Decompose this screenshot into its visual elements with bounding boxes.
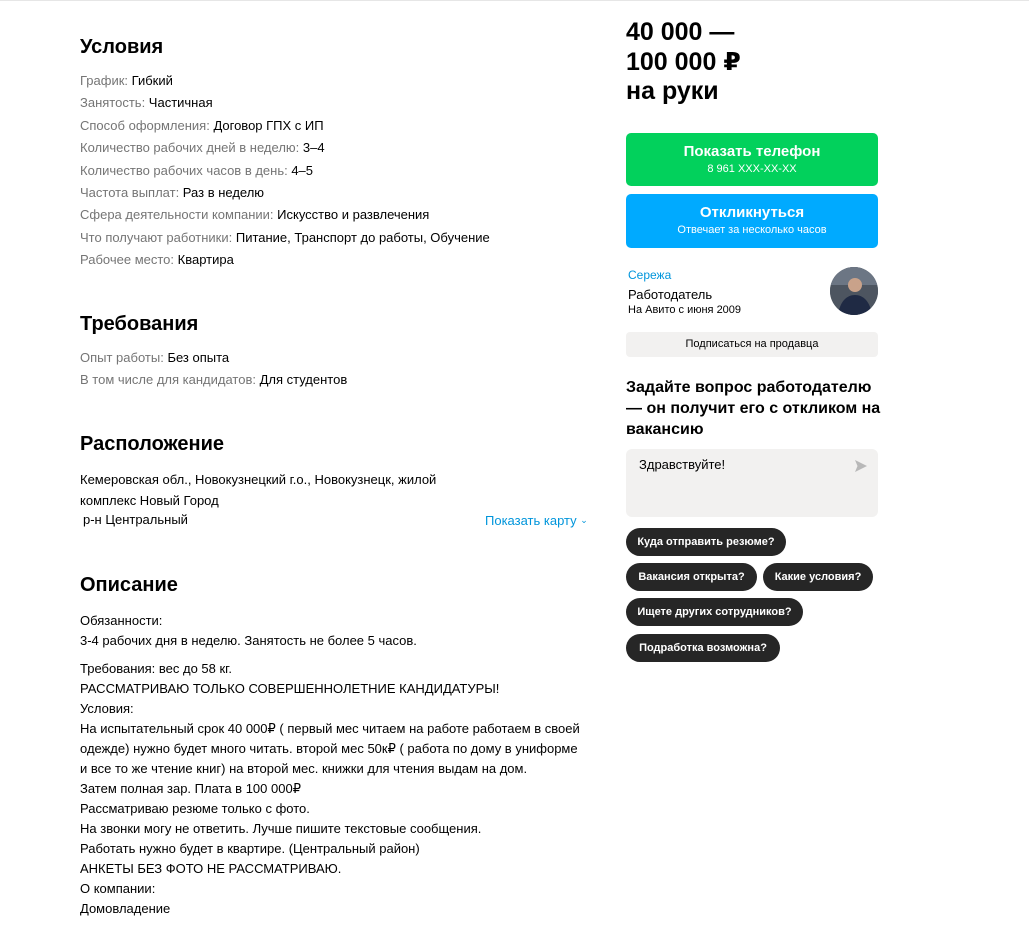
apply-button[interactable] [626,194,878,248]
district-text: р-н Центральный [83,512,188,527]
quick-question-chip[interactable]: Куда отправить резюме? [626,528,786,556]
param-label: Частота выплат: [80,184,183,200]
show-phone-button[interactable] [626,133,878,186]
send-arrow-icon[interactable] [854,459,868,473]
show-map-label: Показать карту [485,513,577,528]
quick-question-chip[interactable]: Подработка возможна? [626,634,780,662]
description-line: 3-4 рабочих дня в неделю. Занятость не более 5 часов. [80,633,417,648]
seller-avatar[interactable] [830,267,878,315]
param-row [80,137,600,159]
requirements-list [80,347,600,392]
top-divider [0,0,1029,1]
description-line: Условия: [80,701,134,716]
description-line: Затем полная зар. Плата в 100 000₽ [80,781,301,796]
description-line: АНКЕТЫ БЕЗ ФОТО НЕ РАССМАТРИВАЮ. [80,861,342,876]
person-icon [830,267,878,315]
show-phone-label: Показать телефон [683,143,821,160]
salary-line: 100 000 ₽ [626,47,741,76]
conditions-list [80,70,600,272]
subscribe-seller-button[interactable]: Подписаться на продавца [626,332,878,357]
param-row [80,160,600,182]
description-line: Работать нужно будет в квартире. (Центральный район) [80,841,420,856]
location-title: Расположение [80,433,225,455]
param-value: 3–4 [302,140,325,156]
param-row [80,249,600,271]
param-label: Сфера деятельности компании: [80,207,278,223]
param-value: Гибкий [131,73,173,88]
ask-question-title: Задайте вопрос работодателю — он получит его с откликом на вакансию [626,379,881,438]
quick-question-chip[interactable]: Ищете других сотрудников? [626,598,803,626]
param-value: Квартира [177,252,234,268]
description-title: Описание [80,574,178,596]
chevron-down-icon: ⌄ [580,515,588,525]
param-label: Способ оформления: [80,117,214,133]
show-map-link[interactable] [485,510,588,532]
requirements-title: Требования [80,313,199,335]
description-line: Домовладение [80,901,171,916]
description-line: Обязанности: [80,613,163,628]
param-value: Договор ГПХ с ИП [213,117,324,133]
param-label: В том числе для кандидатов: [80,372,260,388]
param-row [80,182,600,204]
param-value: 4–5 [291,162,314,178]
param-value: Частичная [148,95,213,111]
description-line: и все то же чтение книг) на второй мес. книжки для чтения выдам на дом. [80,761,528,776]
salary-line: на руки [626,77,719,105]
param-row [80,369,600,391]
description-line: РАССМАТРИВАЮ ТОЛЬКО СОВЕРШЕННОЛЕТНИЕ КАНДИДАТУРЫ! [80,681,500,696]
salary-line: 40 000 — [626,18,735,46]
seller-since: На Авито с июня 2009 [628,304,742,316]
param-label: Количество рабочих часов в день: [80,162,292,178]
message-text: Здравствуйте! [639,457,726,472]
param-value: Для студентов [259,372,348,388]
seller-role: Работодатель [628,287,713,302]
param-value: Искусство и развлечения [277,207,430,223]
param-row [80,204,600,226]
phone-number-masked: 8 961 XXX-XX-XX [707,163,797,175]
description-block-main [80,659,600,919]
param-label: Что получают работники: [80,229,236,245]
param-value: Без опыта [167,350,230,365]
seller-name-link[interactable]: Сережа [628,268,672,282]
apply-response-time: Отвечает за несколько часов [677,224,827,236]
param-label: Занятость: [80,95,149,111]
param-label: Рабочее место: [80,252,178,268]
param-row [80,227,600,249]
address-text: Кемеровская обл., Новокузнецкий г.о., Новокузнецк, жилой комплекс Новый Город [80,472,437,508]
description-line: Рассматриваю резюме только с фото. [80,801,310,816]
param-row [80,92,600,114]
apply-label: Откликнуться [699,204,805,221]
description-block-duties [80,611,600,651]
param-row [80,70,600,92]
param-row [80,347,600,369]
quick-question-chip[interactable]: Вакансия открыта? [626,563,757,591]
message-input[interactable] [626,449,878,517]
param-label: Количество рабочих дней в неделю: [80,140,303,156]
param-value: Питание, Транспорт до работы, Обучение [235,229,490,245]
salary-price [626,18,886,107]
description-line: На испытательный срок 40 000₽ ( первый мес читаем на работе работаем в своей [80,721,580,736]
param-row [80,115,600,137]
description-line: О компании: [80,881,156,896]
description-line: На звонки могу не ответить. Лучше пишите текстовые сообщения. [80,821,482,836]
param-label: График: [80,73,132,88]
description-line: одежде) нужно будет много читать. второй мес 50к₽ ( работа по дому в униформе [80,741,578,756]
param-label: Опыт работы: [80,350,168,365]
conditions-title: Условия [80,36,164,58]
param-value: Раз в неделю [182,184,265,200]
description-line: Требования: вес до 58 кг. [80,661,232,676]
quick-question-chip[interactable]: Какие условия? [763,563,873,591]
